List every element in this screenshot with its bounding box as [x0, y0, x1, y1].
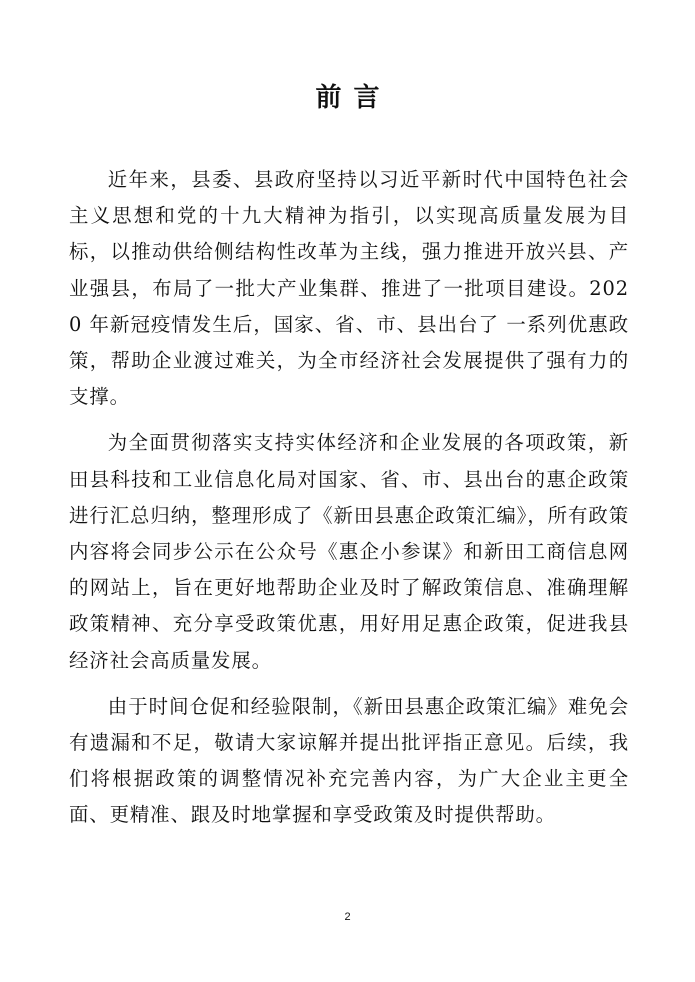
page-title: 前言 — [315, 83, 392, 113]
paragraph-1: 近年来，县委、县政府坚持以习近平新时代中国特色社会主义思想和党的十九大精神为指引，以实现高质量发展为目标，以推动供给侧结构性改革为主线，强力推进开放兴县、产业强县，布局了一批大产业集群、推进了一批项目建设。2020 年新冠疫情发生后，国家、省、市、县出台了 一系列优惠政策，帮助企业渡过难关，为全市经济社会发展提供了强有力的支撑。 — [69, 168, 629, 409]
page-number: 2 — [344, 911, 351, 923]
document-body — [69, 162, 629, 844]
paragraph-3: 由于时间仓促和经验限制，《新田县惠企政策汇编》难免会有遗漏和不足，敬请大家谅解并提出批评指正意见。后续，我们将根据政策的调整情况补充完善内容，为广大企业主更全面、更精准、跟及时地掌握和享受政策及时提供帮助。 — [69, 694, 629, 827]
paragraph-2: 为全面贯彻落实支持实体经济和企业发展的各项政策，新田县科技和工业信息化局对国家、省、市、县出台的惠企政策进行汇总归纳，整理形成了《新田县惠企政策汇编》，所有政策内容将会同步公示在公众号《惠企小参谋》和新田工商信息网的网站上，旨在更好地帮助企业及时了解政策信息、准确理解政策精神、充分享受政策优惠，用好用足惠企政策，促进我县经济社会高质量发展。 — [69, 431, 629, 672]
